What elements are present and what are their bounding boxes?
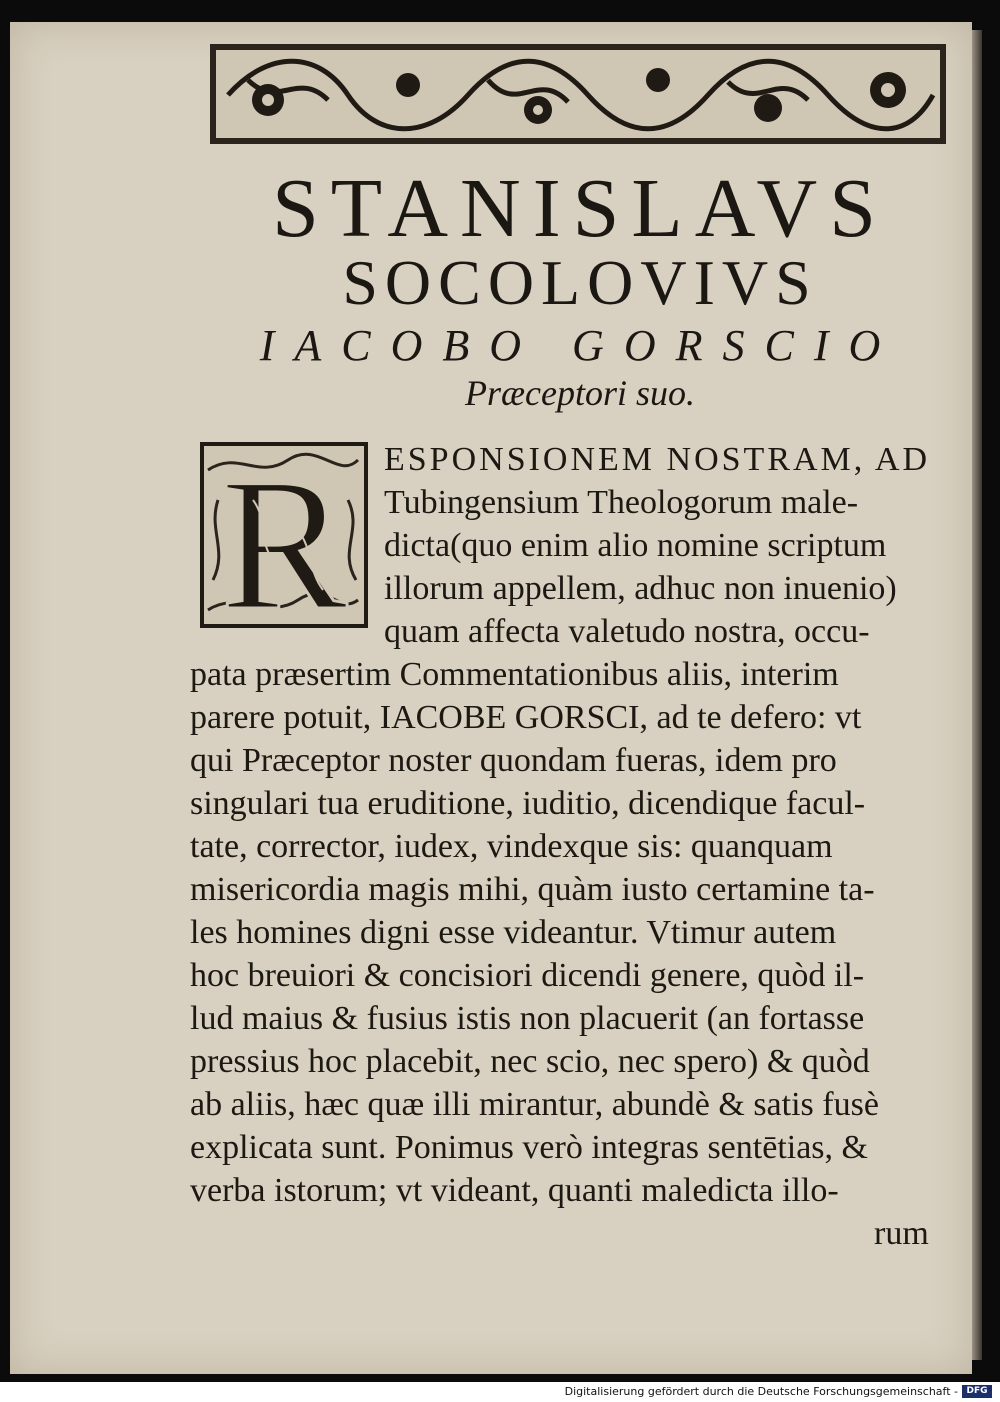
catchword: rum [874,1215,929,1252]
body-line-1: ESPONSIONEM NOSTRAM, AD [384,441,931,478]
body-line-10: tate, corrector, iudex, vindexque sis: quanquam [190,828,833,865]
body-line-18: verba istorum; vt videant, quanti maledicta illo- [190,1172,839,1209]
body-line-15: pressius hoc placebit, nec scio, nec spero) & quòd [190,1043,870,1080]
footer-bar [0,1382,1000,1402]
title-recipient: IACOBO GORSCIO [259,321,901,370]
body-line-7: parere potuit, IACOBE GORSCI, ad te defero: vt [190,699,862,736]
body-line-8: qui Præceptor noster quondam fueras, idem pro [190,742,837,779]
body-line-13: hoc breuiori & concisiori dicendi genere, quòd il- [190,957,865,994]
body-line-14: lud maius & fusius istis non placuerit (an fortasse [190,1000,865,1037]
funding-notice: Digitalisierung gefördert durch die Deutsche Forschungsgemeinschaft - [564,1385,958,1398]
title-author: STANISLAVS [272,162,888,255]
body-line-4: illorum appellem, adhuc non inuenio) [384,570,897,607]
body-line-17: explicata sunt. Ponimus verò integras sentētias, & [190,1129,868,1166]
initial-letter: R [220,440,348,630]
decorated-initial-icon [198,440,370,630]
body-line-6: pata præsertim Commentationibus aliis, interim [190,656,839,693]
body-line-2: Tubingensium Theologorum male- [384,484,859,521]
title-recipient-role: Præceptori suo. [465,373,695,413]
title-author-surname: SOCOLOVIVS [342,247,818,318]
body-line-9: singulari tua eruditione, iuditio, dicendique facul- [190,785,866,822]
body-line-3: dicta(quo enim alio nomine scriptum [384,527,887,564]
body-line-5: quam affecta valetudo nostra, occu- [384,613,870,650]
dfg-logo-icon[interactable]: DFG [962,1385,992,1398]
woodcut-headpiece-icon [208,40,948,150]
body-line-16: ab aliis, hæc quæ illi mirantur, abundè & satis fusè [190,1086,879,1123]
body-line-11: misericordia magis mihi, quàm iusto certamine ta- [190,871,875,908]
body-line-12: les homines digni esse videantur. Vtimur autem [190,914,837,951]
